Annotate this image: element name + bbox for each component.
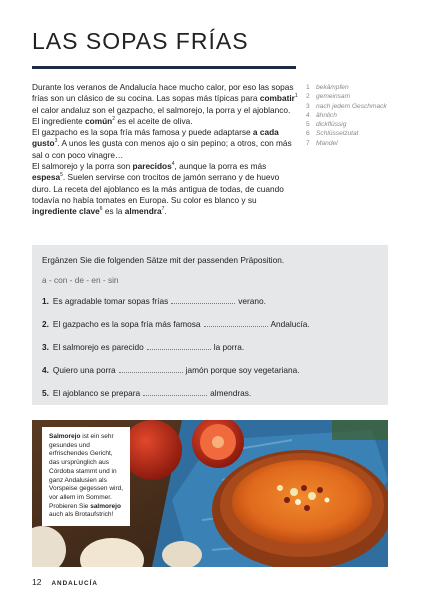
photo-caption: Salmorejo ist ein sehr gesundes und erfrischendes Gericht, das ursprünglich aus Córdoba stammt und in ganz Andalusien als Vorspeise gegessen wird, vor allem im Sommer. Probieren Sie salmorejo auch als Brotaufstrich! [42, 427, 130, 526]
paragraph-2: El gazpacho es la sopa fría más famosa y puede adaptarse a cada gusto$^3$. A unos les gusta con menos ajo o sin pepino; a otros, con más sal o con poco vinagre… [32, 127, 292, 160]
glossary-item: 7 Mandel [306, 139, 338, 147]
page-footer [32, 577, 98, 587]
glossary-item: 2 gemeinsam [306, 93, 351, 101]
answer-blank[interactable] [171, 296, 235, 304]
answer-blank[interactable] [204, 319, 268, 327]
glossary [306, 83, 406, 148]
section-name: ANDALUCÍA [51, 580, 98, 587]
glossary-item: 3 nach jedem Geschmack [306, 102, 387, 110]
exercise-item: 3. El salmorejo es parecido la porra. [42, 342, 245, 352]
exercise-word-bank: a - con - de - en - sin [42, 275, 119, 285]
exercise-instruction: Ergänzen Sie die folgenden Sätze mit der passenden Präposition. [42, 255, 285, 265]
exercise-item: 4. Quiero una porra jamón porque soy vegetariana. [42, 365, 300, 375]
glossary-item: 1 bekämpfen [306, 84, 349, 91]
exercise-item: 5. El ajoblanco se prepara almendras. [42, 388, 252, 398]
exercise-item: 2. El gazpacho es la sopa fría más famosa Andalucía. [42, 319, 310, 329]
page-number: 12 [32, 577, 42, 587]
answer-blank[interactable] [147, 342, 211, 350]
paragraph-3: El salmorejo y la porra son parecidos$^4$, aunque la porra es más espesa$^5$. Suelen servirse con trocitos de jamón serrano y de huevo duro. La receta del ajoblanco es la más antigua de todas, de cuando todavía no había tomates en Europa. Su color es blanco y su ingrediente clave$^6$ es la almendra$^7$. [32, 161, 284, 217]
paragraph-1: Durante los veranos de Andalucía hace mucho calor, por eso las sopas frías son un clásico de su cocina. Las sopas más típicas para combatir$^1$ el calor andaluz son el gazpacho, el salmorejo, la porra y el ajoblanco. El ingrediente común$^2$ es el aceite de oliva. [32, 82, 298, 126]
answer-blank[interactable] [119, 365, 183, 373]
article-body [32, 82, 298, 218]
glossary-item: 5 dickflüssig [306, 121, 347, 129]
answer-blank[interactable] [143, 388, 207, 396]
glossary-item: 6 Schlüsselzutat [306, 130, 359, 138]
exercise-box [32, 245, 388, 405]
page-title: LAS SOPAS FRÍAS [32, 28, 249, 54]
exercise-item: 1. Es agradable tomar sopas frías verano. [42, 296, 266, 306]
glossary-item: 4 ähnlich [306, 111, 337, 119]
title-rule [32, 66, 296, 69]
